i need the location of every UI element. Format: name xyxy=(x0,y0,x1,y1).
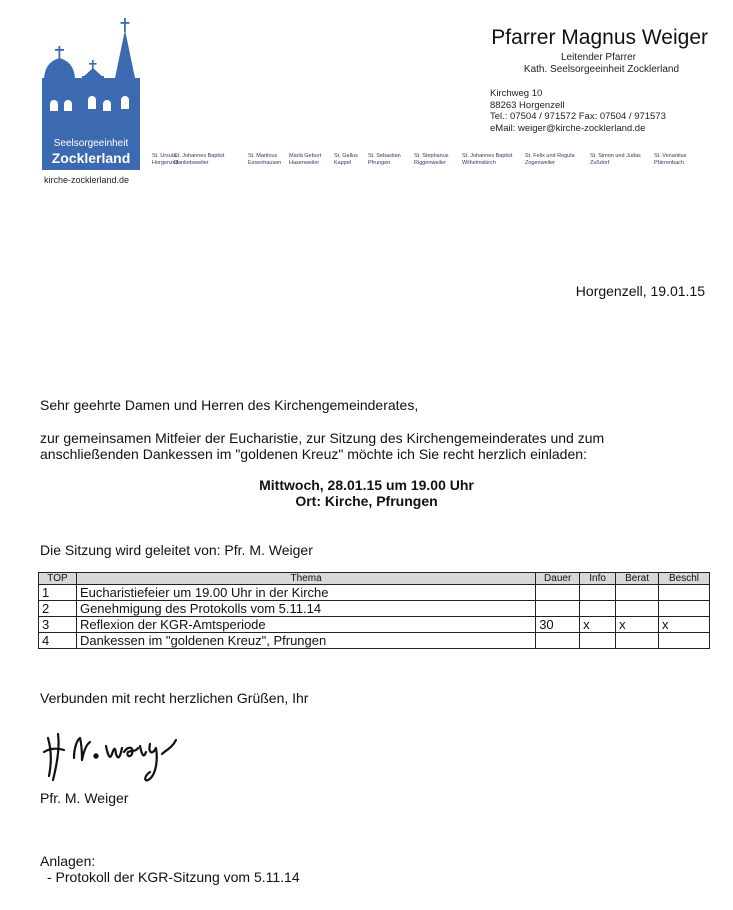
sender-city: 88263 Horgenzell xyxy=(490,99,565,111)
parish-entry: St. Ursula Horgenzell xyxy=(152,153,179,166)
church-logo xyxy=(40,18,140,173)
cell-info xyxy=(580,601,616,617)
cell-thema: Eucharistiefeier um 19.00 Uhr in der Kirche xyxy=(76,585,535,601)
col-header-top: TOP xyxy=(39,573,77,585)
parish-entry: St. Gallus Kappel xyxy=(334,153,358,166)
attachment-item: - Protokoll der KGR-Sitzung vom 5.11.14 xyxy=(47,869,300,885)
cell-berat xyxy=(616,585,659,601)
col-header-thema: Thema xyxy=(76,573,535,585)
handwritten-signature xyxy=(40,718,190,786)
table-header-row xyxy=(39,573,710,585)
intro-line-2: anschließenden Dankessen im "goldenen Kreuz" möchte ich Sie recht herzlich einladen: xyxy=(40,446,587,462)
cell-beschl xyxy=(659,585,710,601)
cell-top: 4 xyxy=(39,633,77,649)
parish-entry: St. Johannes Baptist Danketsweiler xyxy=(174,153,225,166)
cell-dauer: 30 xyxy=(536,617,580,633)
parish-entry: St. Simon und Judas Zußdorf xyxy=(590,153,641,166)
col-header-dauer: Dauer xyxy=(536,573,580,585)
parish-entry: St. Felix und Regula Zogenweiler xyxy=(525,153,575,166)
cell-berat xyxy=(616,601,659,617)
agenda-table xyxy=(38,572,710,649)
sender-unit: Kath. Seelsorgeeinheit Zocklerland xyxy=(523,64,679,75)
col-header-beschl: Beschl xyxy=(659,573,710,585)
sender-street: Kirchweg 10 xyxy=(490,88,543,99)
parish-entry: St. Stephanus Riggenweiler xyxy=(414,153,449,166)
parish-entry: St. Johannes Baptist Wilhelmskirch xyxy=(462,153,513,166)
cell-beschl xyxy=(659,633,710,649)
cell-info xyxy=(580,633,616,649)
cell-thema: Reflexion der KGR-Amtsperiode xyxy=(76,617,535,633)
cell-berat: x xyxy=(616,617,659,633)
closing-line: Verbunden mit recht herzlichen Grüßen, Ihr xyxy=(40,690,309,706)
cell-top: 1 xyxy=(39,585,77,601)
parish-entry: St. Martinus Essenhausen xyxy=(248,153,282,166)
cell-thema: Dankessen im "goldenen Kreuz", Pfrungen xyxy=(76,633,535,649)
cell-top: 2 xyxy=(39,601,77,617)
cell-thema: Genehmigung des Protokolls vom 5.11.14 xyxy=(76,601,535,617)
parish-entry: St. Sebastian Pfrungen xyxy=(368,153,401,166)
sender-role: Leitender Pfarrer xyxy=(560,52,636,63)
sender-phone-fax: Tel.: 07504 / 971572 Fax: 07504 / 971573 xyxy=(490,111,666,122)
cell-top: 3 xyxy=(39,617,77,633)
logo-text-line1: Seelsorgeeinheit xyxy=(53,138,129,149)
signature-name: Pfr. M. Weiger xyxy=(40,790,129,806)
logo-text-line2: Zocklerland xyxy=(51,150,131,166)
parish-entry: Mariä Geburt Hasenweiler xyxy=(289,153,322,166)
date-line: Horgenzell, 19.01.15 xyxy=(575,283,705,299)
parish-entry: St. Venantius Pfärrenbach xyxy=(654,153,687,166)
cell-dauer xyxy=(536,585,580,601)
cell-dauer xyxy=(536,601,580,617)
sender-contact xyxy=(490,88,666,134)
cell-dauer xyxy=(536,633,580,649)
cell-info xyxy=(580,585,616,601)
col-header-berat: Berat xyxy=(616,573,659,585)
event-when: Mittwoch, 28.01.15 um 19.00 Uhr xyxy=(259,477,474,493)
table-row xyxy=(39,617,710,633)
sender-email[interactable]: eMail: weiger@kirche-zocklerland.de xyxy=(490,122,646,134)
cell-berat xyxy=(616,633,659,649)
chair-line: Die Sitzung wird geleitet von: Pfr. M. Weiger xyxy=(40,542,313,558)
website-url: kirche-zocklerland.de xyxy=(44,175,130,185)
col-header-info: Info xyxy=(580,573,616,585)
salutation: Sehr geehrte Damen und Herren des Kirchengemeinderates, xyxy=(40,397,419,413)
table-row xyxy=(39,601,710,617)
event-where: Ort: Kirche, Pfrungen xyxy=(295,493,438,509)
table-row xyxy=(39,585,710,601)
cell-beschl: x xyxy=(659,617,710,633)
cell-info: x xyxy=(580,617,616,633)
cell-beschl xyxy=(659,601,710,617)
intro-line-1: zur gemeinsamen Mitfeier der Eucharistie, zur Sitzung des Kirchengemeinderates und zum xyxy=(40,430,605,446)
sender-name: Pfarrer Magnus Weiger xyxy=(491,26,708,49)
attachments-label: Anlagen: xyxy=(40,853,96,869)
table-row xyxy=(39,633,710,649)
